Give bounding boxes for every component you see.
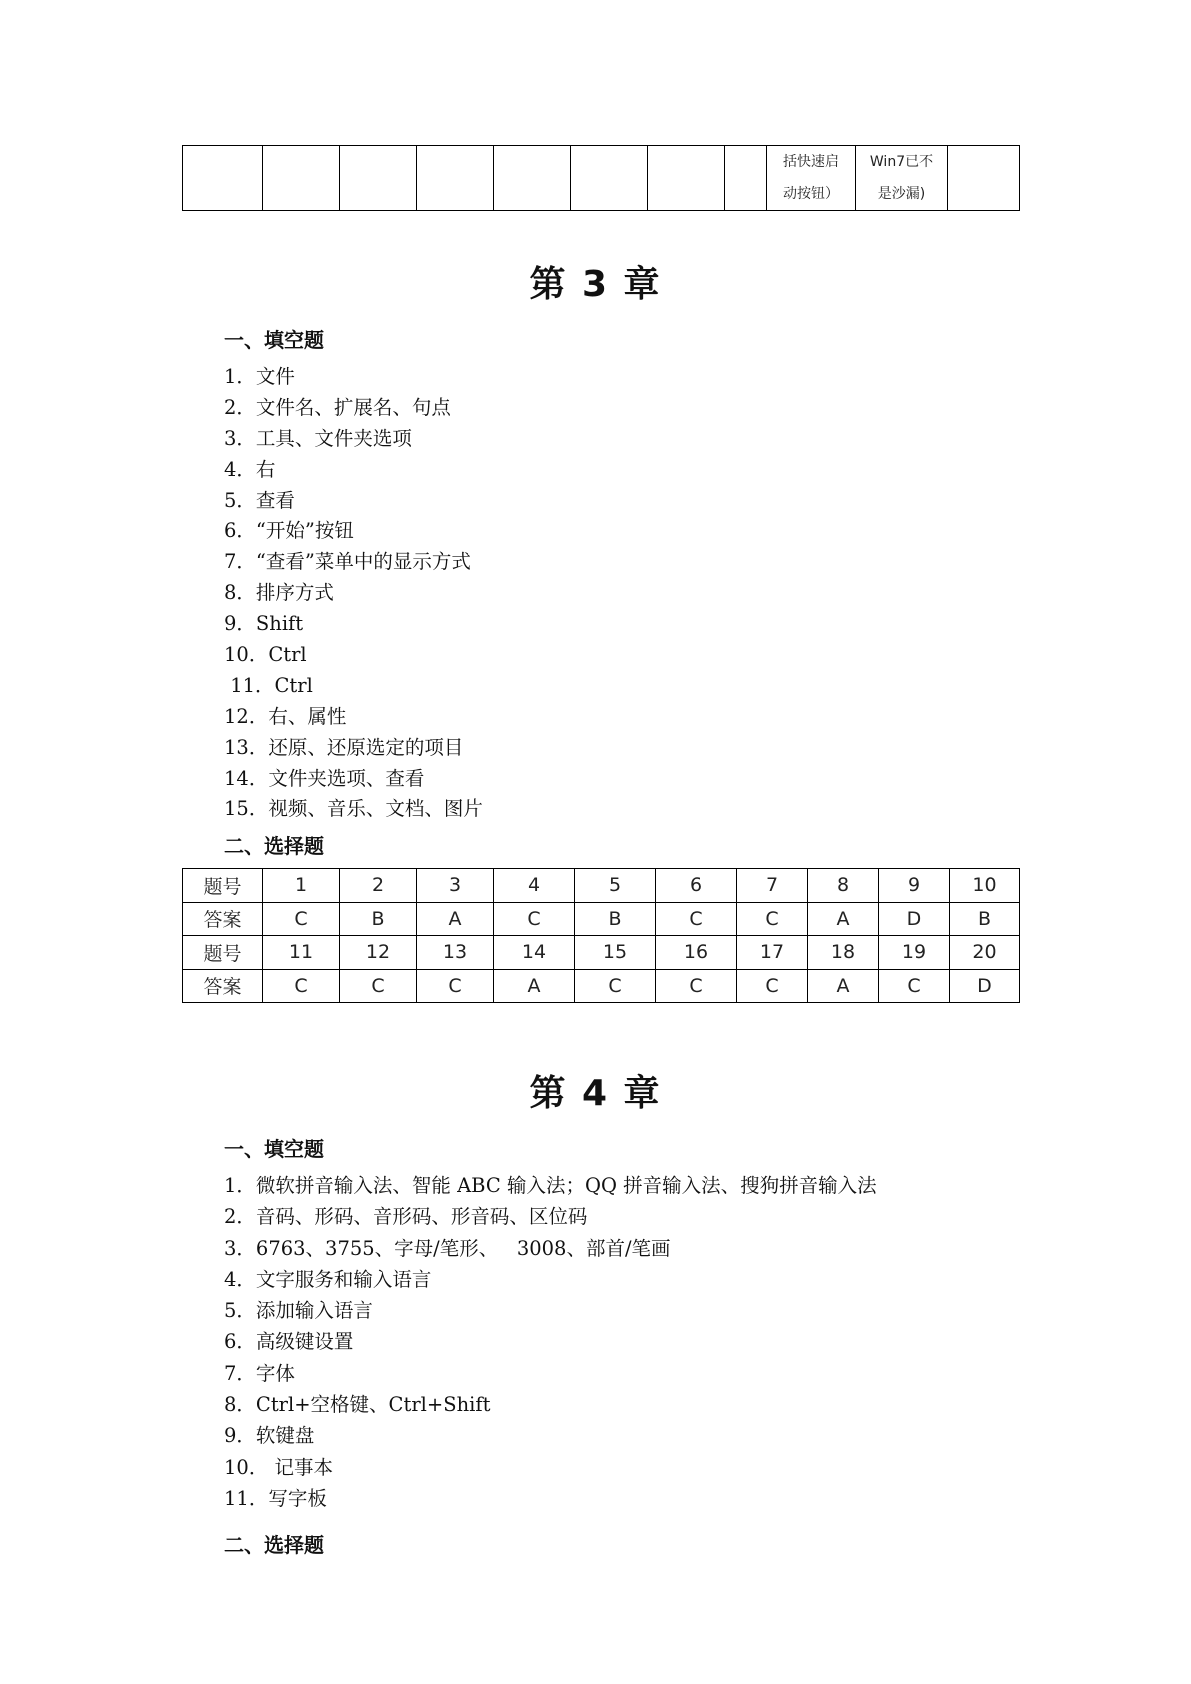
- table-cell: A: [808, 902, 879, 936]
- list-item: 1．微软拼音输入法、智能 ABC 输入法；QQ 拼音输入法、搜狗拼音输入法: [224, 1174, 877, 1197]
- row-header-cell: 题号: [183, 869, 263, 903]
- list-item: 9．Shift: [224, 612, 304, 636]
- table-cell: 13: [417, 936, 494, 970]
- table-cell: 6: [656, 869, 737, 903]
- table-cell: [183, 146, 263, 211]
- ch3-choice-heading: 二、选择题: [224, 834, 324, 858]
- table-cell: 1: [263, 869, 340, 903]
- cell-text-line: 括快速启: [783, 154, 839, 170]
- table-cell: C: [737, 902, 808, 936]
- table-cell: 12: [340, 936, 417, 970]
- table-cell: B: [950, 902, 1020, 936]
- table-cell: C: [737, 969, 808, 1003]
- table-row: [183, 869, 1020, 903]
- list-item: 2．音码、形码、音形码、形音码、区位码: [224, 1205, 588, 1229]
- table-cell: 5: [575, 869, 656, 903]
- table-cell: [263, 146, 340, 211]
- list-item: 6．高级键设置: [224, 1330, 354, 1354]
- list-item: 5．查看: [224, 488, 295, 512]
- table-cell: 10: [950, 869, 1020, 903]
- ch3-fill-in-heading: 一、填空题: [224, 328, 324, 352]
- table-cell: A: [417, 902, 494, 936]
- cell-text-line: Win7已不: [869, 154, 934, 170]
- row-header-cell: 答案: [183, 902, 263, 936]
- list-item: 2．文件名、扩展名、句点: [224, 395, 451, 419]
- list-item: 3．6763、3755、字母/笔形、 3008、部首/笔画: [224, 1236, 671, 1260]
- table-cell: 4: [494, 869, 575, 903]
- table-cell: C: [263, 969, 340, 1003]
- table-row: [183, 969, 1020, 1003]
- list-item: 3．工具、文件夹选项: [224, 426, 412, 450]
- table-cell: 11: [263, 936, 340, 970]
- list-item: 4．文字服务和输入语言: [224, 1267, 432, 1291]
- ch3-fill-in-answers: [224, 362, 483, 825]
- table-cell: C: [340, 969, 417, 1003]
- table-cell: [571, 146, 648, 211]
- list-item: 5．添加输入语言: [224, 1299, 373, 1323]
- ch4-fill-in-answers: [224, 1170, 877, 1514]
- list-item: 13．还原、还原选定的项目: [224, 735, 464, 759]
- table-cell: 8: [808, 869, 879, 903]
- list-item: 8．排序方式: [224, 581, 334, 605]
- list-item: 10．Ctrl: [224, 643, 307, 667]
- table-cell: [767, 146, 856, 211]
- list-item: 11．写字板: [224, 1486, 327, 1510]
- table-cell: C: [263, 902, 340, 936]
- table-cell: A: [494, 969, 575, 1003]
- table-cell: 17: [737, 936, 808, 970]
- table-cell: [948, 146, 1020, 211]
- table-cell: 20: [950, 936, 1020, 970]
- table-cell: C: [656, 902, 737, 936]
- ch3-choice-answer-table: [182, 868, 1020, 1003]
- list-item: 14．文件夹选项、查看: [224, 766, 425, 790]
- row-header-cell: 题号: [183, 936, 263, 970]
- table-cell: [340, 146, 417, 211]
- cell-text-line: 是沙漏): [877, 186, 926, 202]
- list-item: 15．视频、音乐、文档、图片: [224, 797, 483, 821]
- table-cell: [725, 146, 767, 211]
- table-cell: 16: [656, 936, 737, 970]
- cell-text-line: 动按钮）: [783, 186, 839, 202]
- table-row: [183, 936, 1020, 970]
- table-cell: A: [808, 969, 879, 1003]
- list-item: 9．软键盘: [224, 1424, 315, 1448]
- table-row: [183, 146, 1020, 211]
- table-cell: [648, 146, 725, 211]
- table-cell: C: [656, 969, 737, 1003]
- table-cell: 19: [879, 936, 950, 970]
- chapter-4-title: 第 4 章: [529, 1073, 662, 1114]
- table-cell: B: [340, 902, 417, 936]
- ch4-fill-in-heading: 一、填空题: [224, 1137, 324, 1161]
- list-item: 11．Ctrl: [224, 673, 313, 697]
- table-cell: 15: [575, 936, 656, 970]
- list-item: 8．Ctrl+空格键、Ctrl+Shift: [224, 1393, 491, 1417]
- list-item: 7．“查看”菜单中的显示方式: [224, 550, 471, 574]
- table-cell: 2: [340, 869, 417, 903]
- ch4-choice-heading: 二、选择题: [224, 1533, 324, 1557]
- list-item: 7．字体: [224, 1361, 295, 1385]
- table-cell: 18: [808, 936, 879, 970]
- table-cell: 9: [879, 869, 950, 903]
- list-item: 4．右: [224, 457, 276, 481]
- table-cell: 14: [494, 936, 575, 970]
- table-cell: [856, 146, 948, 211]
- table-cell: C: [494, 902, 575, 936]
- table-cell: C: [417, 969, 494, 1003]
- table-cell: D: [950, 969, 1020, 1003]
- table-cell: C: [879, 969, 950, 1003]
- chapter-3-title: 第 3 章: [529, 264, 662, 305]
- table-row: [183, 902, 1020, 936]
- list-item: 6．“开始”按钮: [224, 519, 354, 543]
- table-cell: [494, 146, 571, 211]
- list-item: 1．文件: [224, 365, 295, 388]
- table-cell: C: [575, 969, 656, 1003]
- table-cell: B: [575, 902, 656, 936]
- list-item: 12．右、属性: [224, 704, 347, 728]
- list-item: 10． 记事本: [224, 1455, 334, 1479]
- table-cell: 3: [417, 869, 494, 903]
- table-cell: D: [879, 902, 950, 936]
- table-cell: 7: [737, 869, 808, 903]
- row-header-cell: 答案: [183, 969, 263, 1003]
- previous-chapter-table-fragment: [182, 145, 1020, 211]
- table-cell: [417, 146, 494, 211]
